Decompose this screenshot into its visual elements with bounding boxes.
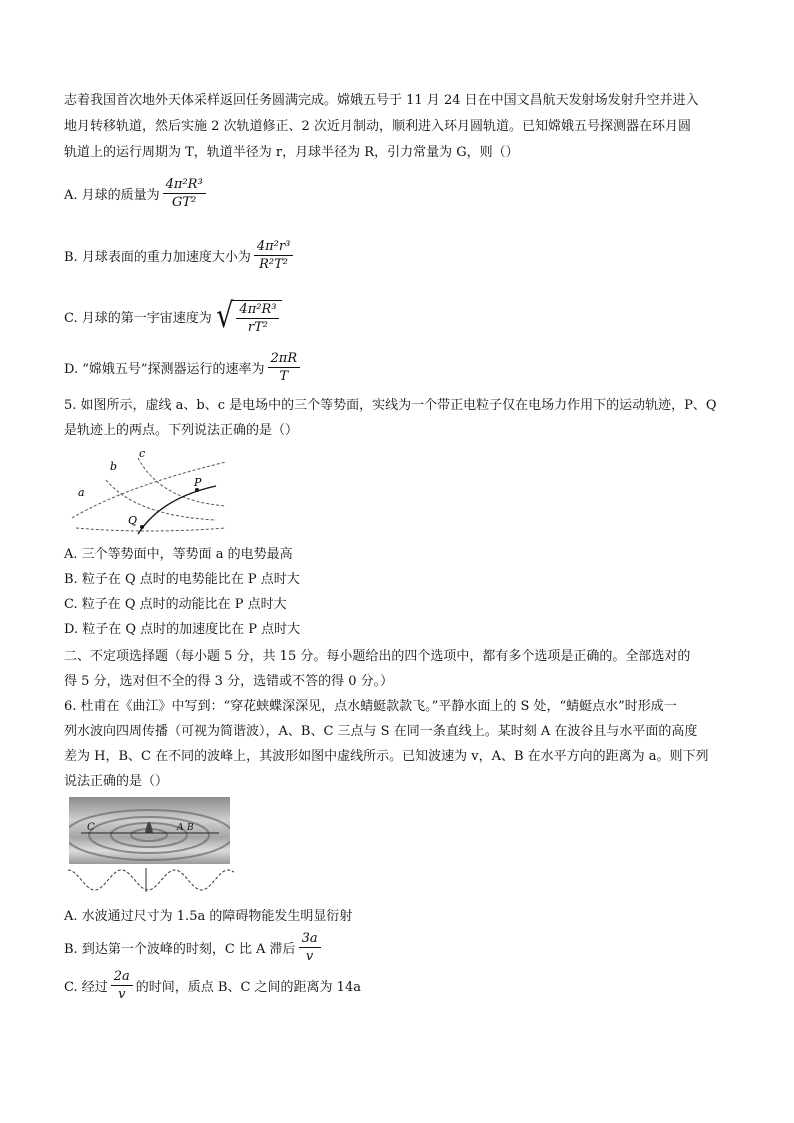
q6-option-b-text: B. 到达第一个波峰的时刻，C 比 A 滞后	[64, 942, 296, 957]
q6-option-c-pre: C. 经过	[64, 980, 108, 995]
q5-stem-line-1: 5. 如图所示，虚线 a、b、c 是电场中的三个等势面，实线为一个带正电粒子仅在电场力作用下的运动轨迹，P、Q	[64, 398, 717, 413]
q6-stem-line-3: 差为 H，B、C 在不同的波峰上，其波形如图中虚线所示。已知波速为 v，A、B 在水平方向的距离为 a。则下列	[64, 749, 709, 764]
water-ripple-drawing	[69, 797, 230, 864]
fraction-denominator: GT²	[172, 195, 197, 210]
q5-option-d[interactable]: D. 粒子在 Q 点时的加速度比在 P 点时大	[64, 622, 301, 637]
q4-stem-line-3: 轨道上的运行周期为 T，轨道半径为 r，月球半径为 R，引力常量为 G，则（）	[64, 145, 519, 160]
fraction-numerator: 3a	[299, 930, 321, 948]
particle-trajectory	[138, 486, 216, 534]
fraction-denominator: rT²	[247, 320, 268, 335]
water-ripple-photo	[69, 797, 230, 864]
q4-stem-line-1: 志着我国首次地外天体采样返回任务圆满完成。嫦娥五号于 11 月 24 日在中国文昌航天发射场发射升空并进入	[64, 93, 699, 108]
waveform-figure	[68, 866, 234, 894]
equipotential-line-lower	[76, 528, 226, 531]
q4-option-b-fraction	[254, 238, 293, 273]
section-2-heading-line-1: 二、不定项选择题（每小题 5 分，共 15 分。每小题给出的四个选项中，都有多个选项是正确的。全部选对的	[64, 649, 691, 664]
label-b: b	[110, 460, 118, 473]
fraction-denominator: R²T²	[259, 257, 288, 272]
q6-option-c[interactable]	[64, 968, 361, 1003]
fraction-denominator: v	[305, 949, 314, 964]
q6-option-c-fraction	[111, 968, 133, 1003]
photo-label-b: B	[187, 823, 194, 833]
label-q: Q	[128, 514, 138, 527]
q4-option-a-text: A. 月球的质量为	[64, 188, 160, 203]
q5-stem-line-2: 是轨迹上的两点。下列说法正确的是（）	[64, 423, 299, 438]
q4-option-b-text: B. 月球表面的重力加速度大小为	[64, 250, 251, 265]
waveform-dashed-line	[68, 870, 234, 890]
q6-stem-line-1: 6. 杜甫在《曲江》中写到：“穿花蛱蝶深深见，点水蜻蜓款款飞。”平静水面上的 S 处，“蜻蜓点水”时形成一	[64, 699, 677, 714]
label-p: P	[194, 476, 202, 489]
section-2-heading-line-2: 得 5 分，选对但不全的得 3 分，选错或不答的得 0 分。）	[64, 674, 394, 689]
photo-label-a: A	[177, 823, 184, 833]
q4-option-c-sqrt	[214, 296, 283, 336]
fraction-denominator: v	[118, 987, 126, 1002]
label-a: a	[78, 486, 85, 499]
photo-label-c: C	[87, 822, 95, 833]
q4-option-c[interactable]	[64, 296, 282, 336]
fraction-numerator: 4π²R³	[236, 301, 279, 319]
q6-stem-line-4: 说法正确的是（）	[64, 774, 169, 789]
equipotential-figure	[66, 446, 236, 538]
fraction-numerator: 2πR	[268, 350, 301, 368]
fraction-numerator: 4π²r³	[254, 238, 293, 256]
q6-option-b[interactable]	[64, 930, 324, 965]
q6-stem-line-2: 列水波向四周传播（可视为简谐波），A、B、C 三点与 S 在同一条直线上。某时刻 A 在波谷且与水平面的高度	[64, 724, 698, 739]
q4-option-d-fraction	[268, 350, 301, 385]
label-c: c	[139, 447, 146, 460]
q5-option-a[interactable]: A. 三个等势面中，等势面 a 的电势最高	[64, 547, 293, 562]
point-q-dot	[140, 525, 144, 529]
q4-option-d-text: D. “嫦娥五号”探测器运行的速率为	[64, 362, 265, 377]
q4-option-d[interactable]	[64, 350, 303, 385]
q4-option-b[interactable]	[64, 238, 296, 273]
q4-option-a[interactable]	[64, 176, 209, 211]
q4-option-c-text: C. 月球的第一宇宙速度为	[64, 310, 212, 326]
fraction-numerator: 4π²R³	[163, 176, 206, 194]
q6-option-b-fraction	[299, 930, 321, 965]
q4-option-a-fraction	[163, 176, 206, 211]
q6-option-c-post: 的时间，质点 B、C 之间的距离为 14a	[135, 980, 361, 995]
q5-option-b[interactable]: B. 粒子在 Q 点时的电势能比在 P 点时大	[64, 572, 300, 587]
fraction-denominator: T	[279, 369, 289, 384]
radical-sign-icon: √	[215, 296, 234, 336]
q6-option-a[interactable]: A. 水波通过尺寸为 1.5a 的障碍物能发生明显衍射	[64, 909, 353, 924]
fraction-numerator: 2a	[111, 968, 133, 986]
q5-option-c[interactable]: C. 粒子在 Q 点时的动能比在 P 点时大	[64, 597, 287, 612]
q4-stem-line-2: 地月转移轨道，然后实施 2 次轨道修正、2 次近月制动，顺利进入环月圆轨道。已知嫦娥五号探测器在环月圆	[64, 119, 691, 134]
q4-option-c-fraction	[236, 301, 279, 336]
